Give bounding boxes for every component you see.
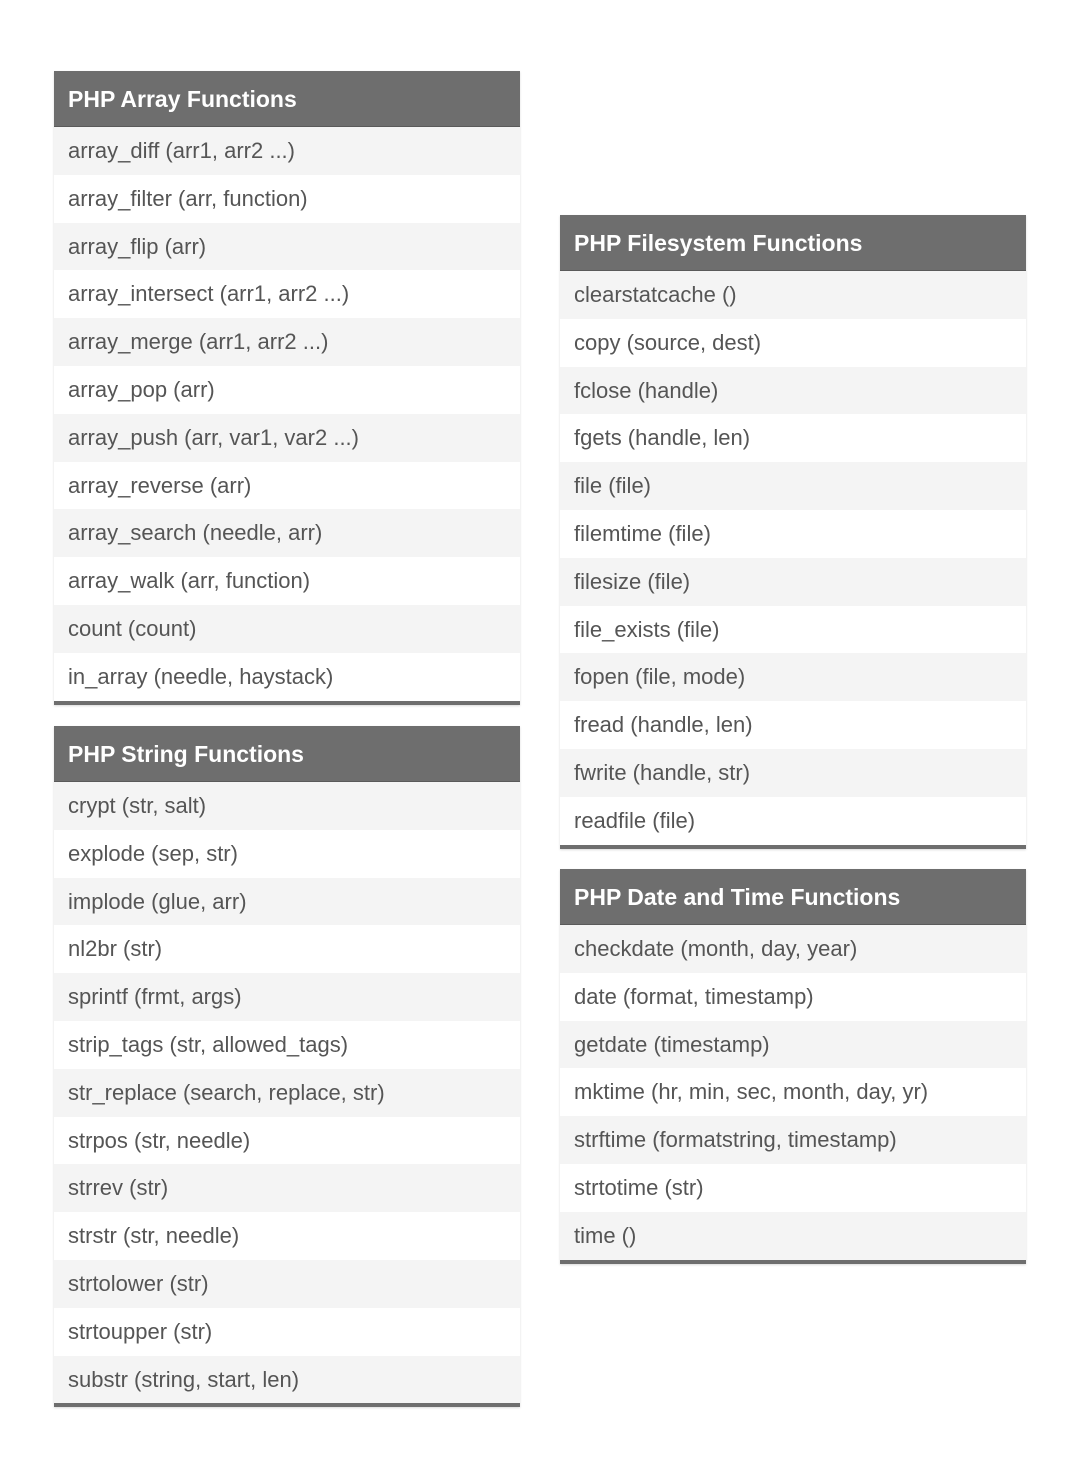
function-item: fopen (file, mode) [560, 653, 1026, 701]
function-list [54, 782, 520, 1403]
function-item: time () [560, 1212, 1026, 1260]
panel-title: PHP Date and Time Functions [560, 869, 1026, 925]
function-item: fread (handle, len) [560, 701, 1026, 749]
function-item: file (file) [560, 462, 1026, 510]
panel-bottom-border [560, 1260, 1026, 1264]
function-item: array_search (needle, arr) [54, 509, 520, 557]
function-item: file_exists (file) [560, 606, 1026, 654]
function-item: count (count) [54, 605, 520, 653]
function-item: nl2br (str) [54, 925, 520, 973]
function-item: strtolower (str) [54, 1260, 520, 1308]
function-item: checkdate (month, day, year) [560, 925, 1026, 973]
panel-bottom-border [54, 1403, 520, 1407]
function-item: in_array (needle, haystack) [54, 653, 520, 701]
function-item: strip_tags (str, allowed_tags) [54, 1021, 520, 1069]
function-list [54, 127, 520, 701]
function-item: strstr (str, needle) [54, 1212, 520, 1260]
function-item: readfile (file) [560, 797, 1026, 845]
function-item: getdate (timestamp) [560, 1021, 1026, 1069]
panel-bottom-border [54, 701, 520, 705]
php-array-functions-panel [54, 71, 520, 705]
php-filesystem-functions-panel [560, 215, 1026, 849]
panel-title: PHP String Functions [54, 726, 520, 782]
panel-title: PHP Array Functions [54, 71, 520, 127]
function-item: fgets (handle, len) [560, 414, 1026, 462]
function-item: date (format, timestamp) [560, 973, 1026, 1021]
function-item: array_reverse (arr) [54, 462, 520, 510]
function-item: strftime (formatstring, timestamp) [560, 1116, 1026, 1164]
function-item: sprintf (frmt, args) [54, 973, 520, 1021]
function-item: array_pop (arr) [54, 366, 520, 414]
function-item: crypt (str, salt) [54, 782, 520, 830]
function-item: str_replace (search, replace, str) [54, 1069, 520, 1117]
function-item: filesize (file) [560, 558, 1026, 606]
function-item: strtotime (str) [560, 1164, 1026, 1212]
function-item: fwrite (handle, str) [560, 749, 1026, 797]
function-list [560, 925, 1026, 1260]
function-item: array_merge (arr1, arr2 ...) [54, 318, 520, 366]
function-item: array_flip (arr) [54, 223, 520, 271]
function-item: strrev (str) [54, 1164, 520, 1212]
function-item: copy (source, dest) [560, 319, 1026, 367]
function-item: mktime (hr, min, sec, month, day, yr) [560, 1068, 1026, 1116]
function-item: array_walk (arr, function) [54, 557, 520, 605]
panel-bottom-border [560, 845, 1026, 849]
function-item: implode (glue, arr) [54, 878, 520, 926]
php-date-time-functions-panel [560, 869, 1026, 1264]
function-item: substr (string, start, len) [54, 1356, 520, 1404]
function-item: explode (sep, str) [54, 830, 520, 878]
function-item: array_intersect (arr1, arr2 ...) [54, 270, 520, 318]
function-item: fclose (handle) [560, 367, 1026, 415]
function-item: array_diff (arr1, arr2 ...) [54, 127, 520, 175]
function-item: filemtime (file) [560, 510, 1026, 558]
function-item: clearstatcache () [560, 271, 1026, 319]
function-item: strtoupper (str) [54, 1308, 520, 1356]
function-item: array_push (arr, var1, var2 ...) [54, 414, 520, 462]
function-item: strpos (str, needle) [54, 1117, 520, 1165]
panel-title: PHP Filesystem Functions [560, 215, 1026, 271]
function-item: array_filter (arr, function) [54, 175, 520, 223]
php-string-functions-panel [54, 726, 520, 1407]
function-list [560, 271, 1026, 845]
